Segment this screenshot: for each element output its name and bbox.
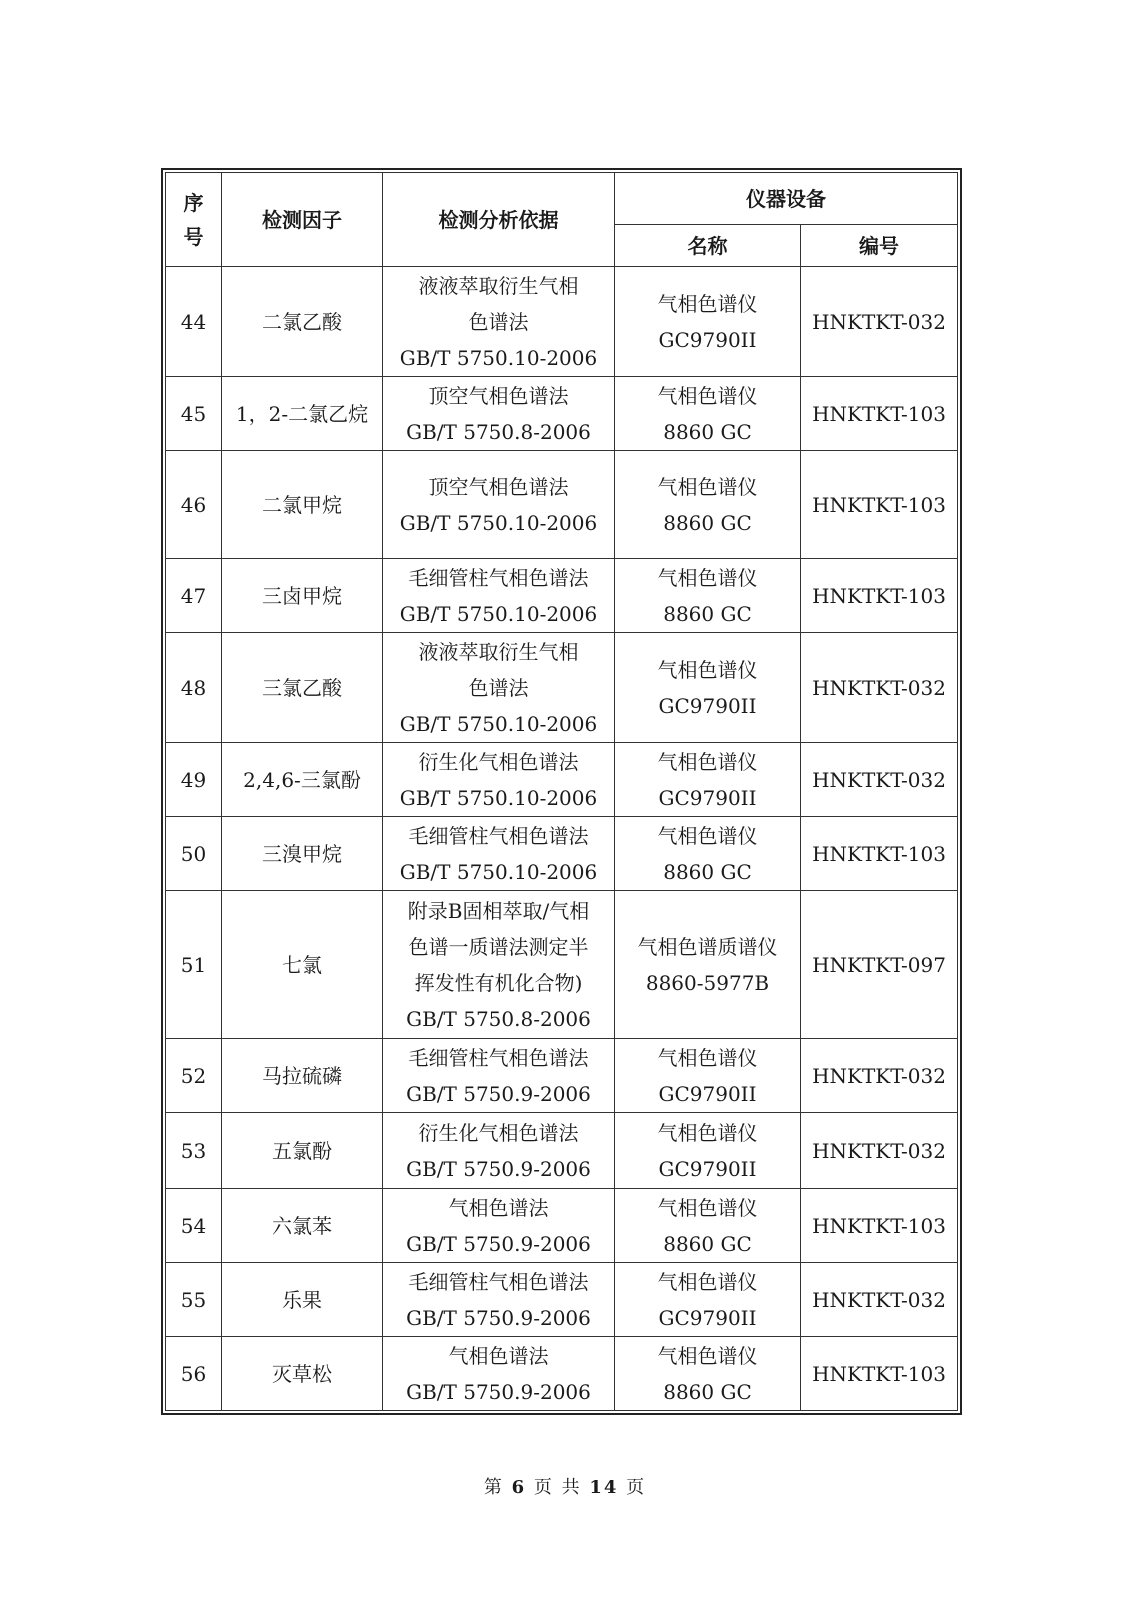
cell-basis [383, 377, 615, 451]
cell-seq: 55 [166, 1263, 222, 1337]
cell-equipment-code: HNKTKT-097 [801, 891, 958, 1039]
cell-equipment-name [615, 1263, 801, 1337]
cell-basis-line: GB/T 5750.10-2006 [399, 711, 598, 736]
cell-equipment-name-line: GC9790II [658, 693, 757, 718]
cell-seq: 54 [166, 1189, 222, 1263]
cell-factor [222, 633, 383, 743]
cell-factor [222, 743, 383, 817]
cell-basis [383, 559, 615, 633]
cell-equipment-code: HNKTKT-103 [801, 1189, 958, 1263]
cell-equipment-name-line: 气相色谱仪 [657, 1045, 758, 1070]
cell-equipment-name [615, 451, 801, 559]
cell-equipment-name-line: 气相色谱仪 [657, 1269, 758, 1294]
cell-equipment-name [615, 1113, 801, 1189]
cell-factor [222, 1189, 383, 1263]
cell-equipment-name-line: 气相色谱仪 [657, 291, 758, 316]
cell-factor-line: 马拉硫磷 [262, 1063, 342, 1088]
cell-equipment-name-line: GC9790II [658, 327, 757, 352]
cell-equipment-name-line: GC9790II [658, 1156, 757, 1181]
cell-basis-line: 挥发性有机化合物) [414, 970, 583, 995]
header-equipment: 仪器设备 [615, 173, 958, 225]
cell-equipment-name [615, 1337, 801, 1411]
cell-equipment-name [615, 817, 801, 891]
header-seq [166, 173, 222, 267]
cell-equipment-name-line: GC9790II [658, 1081, 757, 1106]
cell-basis-line: 气相色谱法 [448, 1343, 549, 1368]
table-row [166, 817, 958, 891]
table-body [166, 267, 958, 1411]
cell-equipment-name-line: 8860 GC [663, 859, 752, 884]
cell-equipment-name-line: 气相色谱质谱仪 [637, 934, 778, 959]
cell-basis [383, 1189, 615, 1263]
cell-equipment-name-line: 气相色谱仪 [657, 1120, 758, 1145]
cell-basis-line: 毛细管柱气相色谱法 [408, 1269, 589, 1294]
cell-basis-line: GB/T 5750.9-2006 [406, 1305, 591, 1330]
cell-basis-line: 顶空气相色谱法 [428, 383, 569, 408]
cell-basis-line: 附录B固相萃取/气相 [407, 898, 590, 923]
cell-basis-line: 毛细管柱气相色谱法 [408, 823, 589, 848]
cell-factor [222, 1039, 383, 1113]
cell-equipment-code: HNKTKT-032 [801, 743, 958, 817]
cell-equipment-code: HNKTKT-103 [801, 817, 958, 891]
cell-factor-line: 三氯乙酸 [262, 675, 342, 700]
cell-basis-line: GB/T 5750.10-2006 [399, 785, 598, 810]
table-frame [161, 168, 962, 1415]
cell-basis-line: 色谱法 [468, 309, 529, 334]
header-basis: 检测分析依据 [383, 173, 615, 267]
table-row [166, 377, 958, 451]
cell-factor [222, 451, 383, 559]
cell-basis-line: 衍生化气相色谱法 [418, 749, 579, 774]
cell-equipment-name-line: GC9790II [658, 785, 757, 810]
cell-factor [222, 559, 383, 633]
cell-factor-line: 三卤甲烷 [262, 583, 342, 608]
cell-basis-line: GB/T 5750.10-2006 [399, 859, 598, 884]
cell-factor [222, 1263, 383, 1337]
table-row [166, 451, 958, 559]
cell-seq: 51 [166, 891, 222, 1039]
cell-equipment-name-line: 气相色谱仪 [657, 474, 758, 499]
cell-basis [383, 267, 615, 377]
page-footer [0, 1473, 1130, 1499]
table-row [166, 559, 958, 633]
footer-page-word: 页 [533, 1477, 554, 1498]
cell-basis [383, 1337, 615, 1411]
cell-equipment-name-line: 气相色谱仪 [657, 383, 758, 408]
cell-basis-line: GB/T 5750.8-2006 [406, 419, 591, 444]
cell-seq: 50 [166, 817, 222, 891]
cell-equipment-code: HNKTKT-032 [801, 1039, 958, 1113]
cell-basis [383, 817, 615, 891]
cell-seq: 48 [166, 633, 222, 743]
cell-equipment-code: HNKTKT-032 [801, 633, 958, 743]
cell-equipment-name-line: 8860 GC [663, 510, 752, 535]
footer-total-word: 共 [561, 1477, 582, 1498]
cell-equipment-name-line: 8860-5977B [645, 970, 770, 995]
table-header [166, 173, 958, 267]
cell-equipment-code: HNKTKT-032 [801, 1263, 958, 1337]
header-seq-line: 序 [183, 190, 204, 215]
cell-equipment-name [615, 559, 801, 633]
cell-basis-line: 毛细管柱气相色谱法 [408, 1045, 589, 1070]
cell-factor [222, 1337, 383, 1411]
cell-basis [383, 633, 615, 743]
cell-equipment-name-line: 气相色谱仪 [657, 565, 758, 590]
cell-equipment-name-line: 8860 GC [663, 1379, 752, 1404]
table-row [166, 1263, 958, 1337]
footer-suffix: 页 [626, 1477, 647, 1498]
cell-basis-line: 气相色谱法 [448, 1195, 549, 1220]
cell-factor-line: 二氯甲烷 [262, 492, 342, 517]
header-factor: 检测因子 [222, 173, 383, 267]
cell-seq: 56 [166, 1337, 222, 1411]
cell-basis-line: 色谱一质谱法测定半 [408, 934, 589, 959]
cell-equipment-code: HNKTKT-103 [801, 377, 958, 451]
cell-seq: 45 [166, 377, 222, 451]
cell-seq: 49 [166, 743, 222, 817]
cell-basis-line: GB/T 5750.10-2006 [399, 345, 598, 370]
cell-factor-line: 乐果 [282, 1287, 322, 1312]
cell-seq: 52 [166, 1039, 222, 1113]
cell-equipment-name [615, 743, 801, 817]
header-equipment-code: 编号 [801, 225, 958, 267]
cell-equipment-code: HNKTKT-032 [801, 1113, 958, 1189]
cell-equipment-code: HNKTKT-032 [801, 267, 958, 377]
table-row [166, 743, 958, 817]
cell-basis-line: GB/T 5750.10-2006 [399, 601, 598, 626]
cell-factor-line: 1，2-二氯乙烷 [235, 401, 369, 426]
cell-basis-line: GB/T 5750.9-2006 [406, 1379, 591, 1404]
cell-equipment-name-line: 气相色谱仪 [657, 657, 758, 682]
cell-seq: 44 [166, 267, 222, 377]
cell-equipment-name-line: 8860 GC [663, 419, 752, 444]
cell-basis [383, 1039, 615, 1113]
cell-factor-line: 三溴甲烷 [262, 841, 342, 866]
footer-prefix: 第 [483, 1477, 504, 1498]
cell-factor [222, 1113, 383, 1189]
cell-equipment-code: HNKTKT-103 [801, 559, 958, 633]
cell-factor-line: 2,4,6-三氯酚 [243, 767, 361, 792]
cell-equipment-name-line: 8860 GC [663, 1231, 752, 1256]
cell-factor-line: 六氯苯 [272, 1213, 332, 1238]
cell-factor [222, 377, 383, 451]
cell-seq: 53 [166, 1113, 222, 1189]
cell-factor-line: 灭草松 [272, 1361, 332, 1386]
cell-basis [383, 891, 615, 1039]
cell-basis-line: 色谱法 [468, 675, 529, 700]
cell-equipment-name-line: 气相色谱仪 [657, 749, 758, 774]
cell-factor-line: 五氯酚 [272, 1138, 332, 1163]
cell-equipment-name-line: 气相色谱仪 [657, 1343, 758, 1368]
cell-factor-line: 二氯乙酸 [262, 309, 342, 334]
footer-page-number: 6 [511, 1477, 527, 1498]
cell-basis-line: 液液萃取衍生气相 [418, 639, 579, 664]
cell-equipment-name-line: 气相色谱仪 [657, 1195, 758, 1220]
detection-table [165, 172, 958, 1411]
cell-equipment-name [615, 633, 801, 743]
table-row [166, 891, 958, 1039]
header-equipment-name: 名称 [615, 225, 801, 267]
cell-basis-line: GB/T 5750.9-2006 [406, 1156, 591, 1181]
table-row [166, 1039, 958, 1113]
cell-factor-line: 七氯 [282, 952, 322, 977]
cell-equipment-name-line: 气相色谱仪 [657, 823, 758, 848]
cell-basis-line: GB/T 5750.9-2006 [406, 1081, 591, 1106]
cell-factor [222, 817, 383, 891]
cell-basis-line: GB/T 5750.8-2006 [406, 1006, 591, 1031]
cell-equipment-name-line: GC9790II [658, 1305, 757, 1330]
table-row [166, 633, 958, 743]
table-row [166, 1189, 958, 1263]
cell-factor [222, 891, 383, 1039]
cell-equipment-name [615, 1039, 801, 1113]
footer-total-pages: 14 [589, 1477, 619, 1498]
table-row [166, 267, 958, 377]
cell-basis-line: 毛细管柱气相色谱法 [408, 565, 589, 590]
cell-basis [383, 1113, 615, 1189]
cell-seq: 46 [166, 451, 222, 559]
table-row [166, 1113, 958, 1189]
cell-equipment-name [615, 1189, 801, 1263]
cell-basis [383, 743, 615, 817]
header-seq-line: 号 [183, 224, 204, 249]
cell-equipment-name [615, 267, 801, 377]
cell-basis-line: 顶空气相色谱法 [428, 474, 569, 499]
cell-seq: 47 [166, 559, 222, 633]
cell-equipment-name-line: 8860 GC [663, 601, 752, 626]
cell-basis [383, 451, 615, 559]
cell-equipment-code: HNKTKT-103 [801, 451, 958, 559]
cell-factor [222, 267, 383, 377]
cell-basis-line: 液液萃取衍生气相 [418, 273, 579, 298]
cell-equipment-code: HNKTKT-103 [801, 1337, 958, 1411]
table-row [166, 1337, 958, 1411]
cell-basis-line: 衍生化气相色谱法 [418, 1120, 579, 1145]
cell-basis [383, 1263, 615, 1337]
cell-basis-line: GB/T 5750.9-2006 [406, 1231, 591, 1256]
cell-equipment-name [615, 891, 801, 1039]
cell-equipment-name [615, 377, 801, 451]
cell-basis-line: GB/T 5750.10-2006 [399, 510, 598, 535]
